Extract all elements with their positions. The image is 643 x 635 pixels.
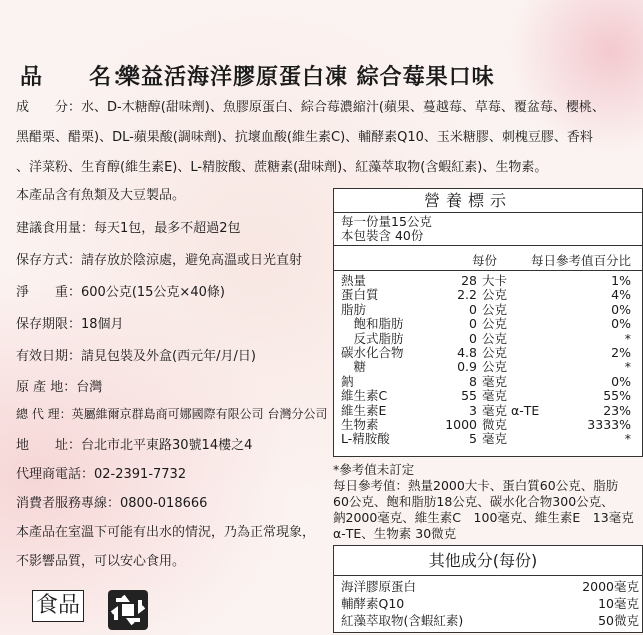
nutrient-unit: 公克 bbox=[482, 330, 508, 346]
nutrient-unit: 毫克 bbox=[482, 388, 508, 404]
info-line: 總 代 理：英屬維爾京群島商可娜國際有限公司 台灣分公司 bbox=[16, 407, 328, 421]
nutrient-amount: 2.2 bbox=[457, 287, 477, 303]
serving-size: 每一份量15公克 bbox=[341, 214, 432, 229]
note-line: 60公克、飽和脂肪18公克、碳水化合物300公克、 bbox=[333, 494, 614, 509]
other-row bbox=[334, 612, 642, 629]
col-per-serving: 每份 bbox=[472, 253, 498, 268]
note-line: 每日參考值：熱量2000大卡、蛋白質60公克、脂肪 bbox=[333, 478, 619, 493]
nutrient-unit: 公克 bbox=[482, 344, 508, 360]
other-row bbox=[334, 578, 642, 595]
nutrition-row bbox=[334, 389, 642, 403]
nutrient-amount: 0 bbox=[469, 316, 477, 332]
nutrient-amount: 5 bbox=[469, 431, 477, 447]
daily-value-percent: 0% bbox=[611, 301, 631, 317]
nutrition-row bbox=[334, 360, 642, 374]
nutrient-unit: 公克 bbox=[482, 301, 508, 317]
info-line: 建議食用量：每天1包，最多不超過2包 bbox=[16, 221, 241, 236]
ingredients-line: 、洋菜粉、生育醇(維生素E)、L-精胺酸、蔗糖素(甜味劑)、紅藻萃取物(含蝦紅素)、生物素。 bbox=[16, 160, 548, 175]
nutrient-name: 飽和脂肪 bbox=[341, 316, 404, 332]
info-line: 有效日期：請見包裝及外盒(西元年/月/日) bbox=[16, 349, 256, 364]
info-line: 原 產 地：台灣 bbox=[16, 380, 103, 395]
nutrient-amount: 0.9 bbox=[457, 359, 477, 375]
nutrient-unit: 公克 bbox=[482, 316, 508, 332]
nutrient-unit: 大卡 bbox=[482, 273, 508, 288]
nutrient-name: 碳水化合物 bbox=[341, 344, 404, 360]
daily-value-percent: 0% bbox=[611, 316, 631, 332]
nutrition-row bbox=[334, 317, 642, 331]
nutrient-name: 反式脂肪 bbox=[341, 330, 404, 346]
nutrition-row bbox=[334, 404, 642, 418]
info-line: 地 址：台北市北平東路30號14樓之4 bbox=[16, 438, 253, 453]
daily-value-percent: 1% bbox=[611, 273, 631, 288]
info-line: 保存期限：18個月 bbox=[16, 317, 124, 332]
ingredient-amount: 2000 bbox=[582, 579, 614, 594]
nutrient-name: 鈉 bbox=[341, 373, 354, 389]
info-line: 本產品含有魚類及大豆製品。 bbox=[16, 188, 186, 203]
note-line: 鈉2000毫克、維生素C 100毫克、維生素E 13毫克 bbox=[333, 510, 634, 525]
nutrient-unit: 毫克 α-TE bbox=[482, 402, 540, 418]
nutrient-amount: 0 bbox=[469, 301, 477, 317]
nutrient-unit: 毫克 bbox=[482, 431, 508, 447]
servings-per-pack: 本包裝含 40份 bbox=[341, 228, 424, 243]
nutrition-rows bbox=[334, 271, 642, 447]
nutrient-name: 糖 bbox=[341, 359, 367, 375]
daily-value-percent: 2% bbox=[611, 344, 631, 360]
nutrition-row bbox=[334, 432, 642, 446]
nutrient-amount: 0 bbox=[469, 330, 477, 346]
ingredient-amount: 50 bbox=[598, 613, 614, 628]
nutrition-row bbox=[334, 303, 642, 317]
nutrient-name: 維生素E bbox=[341, 402, 387, 418]
reference-notes bbox=[333, 462, 634, 542]
nutrient-name: L-精胺酸 bbox=[341, 431, 390, 447]
nutrition-table bbox=[333, 188, 643, 457]
other-rows bbox=[334, 576, 642, 629]
nutrition-row bbox=[334, 375, 642, 389]
nutrition-row bbox=[334, 332, 642, 346]
nutrient-name: 蛋白質 bbox=[341, 287, 379, 303]
other-row bbox=[334, 595, 642, 612]
daily-value-percent: 4% bbox=[611, 287, 631, 303]
daily-value-percent: * bbox=[624, 330, 631, 346]
info-line: 不影響品質，可以安心食用。 bbox=[16, 554, 186, 569]
nutrient-unit: 毫克 bbox=[482, 373, 508, 389]
info-line: 保存方式：請存放於陰涼處，避免高溫或日光直射 bbox=[16, 253, 303, 268]
ingredients-line: 成 分：水、D-木糖醇(甜味劑)、魚膠原蛋白、綜合莓濃縮汁(蘋果、蔓越莓、草莓、覆盆莓、櫻桃、 bbox=[16, 100, 605, 115]
nutrient-unit: 公克 bbox=[482, 287, 508, 303]
daily-value-percent: 55% bbox=[603, 388, 631, 404]
ingredient-amount: 10 bbox=[598, 596, 614, 611]
nutrient-unit: 公克 bbox=[482, 359, 508, 375]
info-line: 淨 重：600公克(15公克×40條) bbox=[16, 285, 225, 300]
ingredient-name: 輔酵素Q10 bbox=[341, 596, 405, 611]
daily-value-percent: 23% bbox=[603, 402, 631, 418]
daily-value-percent: * bbox=[624, 431, 631, 447]
col-daily-value: 每日參考值百分比 bbox=[530, 253, 631, 268]
nutrient-unit: 微克 bbox=[482, 416, 508, 432]
nutrition-row bbox=[334, 288, 642, 302]
nutrient-name: 脂肪 bbox=[341, 301, 367, 317]
nutrient-name: 熱量 bbox=[341, 273, 367, 288]
nutrition-row bbox=[334, 418, 642, 432]
note-line: α-TE、生物素 30微克 bbox=[333, 526, 457, 541]
nutrient-amount: 8 bbox=[469, 373, 477, 389]
nutrition-row bbox=[334, 346, 642, 360]
ingredient-unit: 微克 bbox=[613, 613, 639, 628]
ingredient-unit: 毫克 bbox=[613, 579, 639, 594]
food-label-mark: 食品 bbox=[32, 590, 84, 622]
daily-value-percent: 0% bbox=[611, 373, 631, 389]
daily-value-percent: * bbox=[624, 359, 631, 375]
info-line: 消費者服務專線：0800-018666 bbox=[16, 496, 208, 511]
nutrient-name: 生物素 bbox=[341, 416, 379, 432]
nutrient-amount: 3 bbox=[469, 402, 477, 418]
nutrient-name: 維生素C bbox=[341, 388, 388, 404]
recycle-icon bbox=[106, 588, 150, 632]
nutrient-amount: 1000 bbox=[445, 416, 477, 432]
note-line: *參考值未訂定 bbox=[333, 462, 415, 477]
daily-value-percent: 3333% bbox=[587, 416, 631, 432]
other-title: 其他成分(每份) bbox=[334, 546, 642, 576]
column-header bbox=[334, 246, 642, 271]
nutrient-amount: 55 bbox=[461, 388, 477, 404]
ingredients-line: 黑醋栗、醋栗)、DL-蘋果酸(調味劑)、抗壞血酸(維生素C)、輔酵素Q10、玉米糖膠、刺槐豆膠、香料 bbox=[16, 130, 593, 145]
ingredient-unit: 毫克 bbox=[613, 596, 639, 611]
nutrition-title: 營養標示 bbox=[334, 189, 642, 213]
nutrition-row bbox=[334, 274, 642, 288]
serving-info bbox=[334, 213, 642, 246]
nutrient-amount: 4.8 bbox=[457, 344, 477, 360]
ingredient-name: 紅藻萃取物(含蝦紅素) bbox=[341, 613, 464, 628]
other-ingredients-table bbox=[333, 545, 643, 633]
ingredient-name: 海洋膠原蛋白 bbox=[341, 579, 417, 594]
info-line: 代理商電話：02-2391-7732 bbox=[16, 467, 187, 482]
info-line: 本產品在室溫下可能有出水的情況，乃為正常現象， bbox=[16, 525, 316, 540]
nutrient-amount: 28 bbox=[461, 273, 477, 288]
product-name: 品 名：樂益活海洋膠原蛋白凍 綜合莓果口味 bbox=[20, 65, 495, 90]
